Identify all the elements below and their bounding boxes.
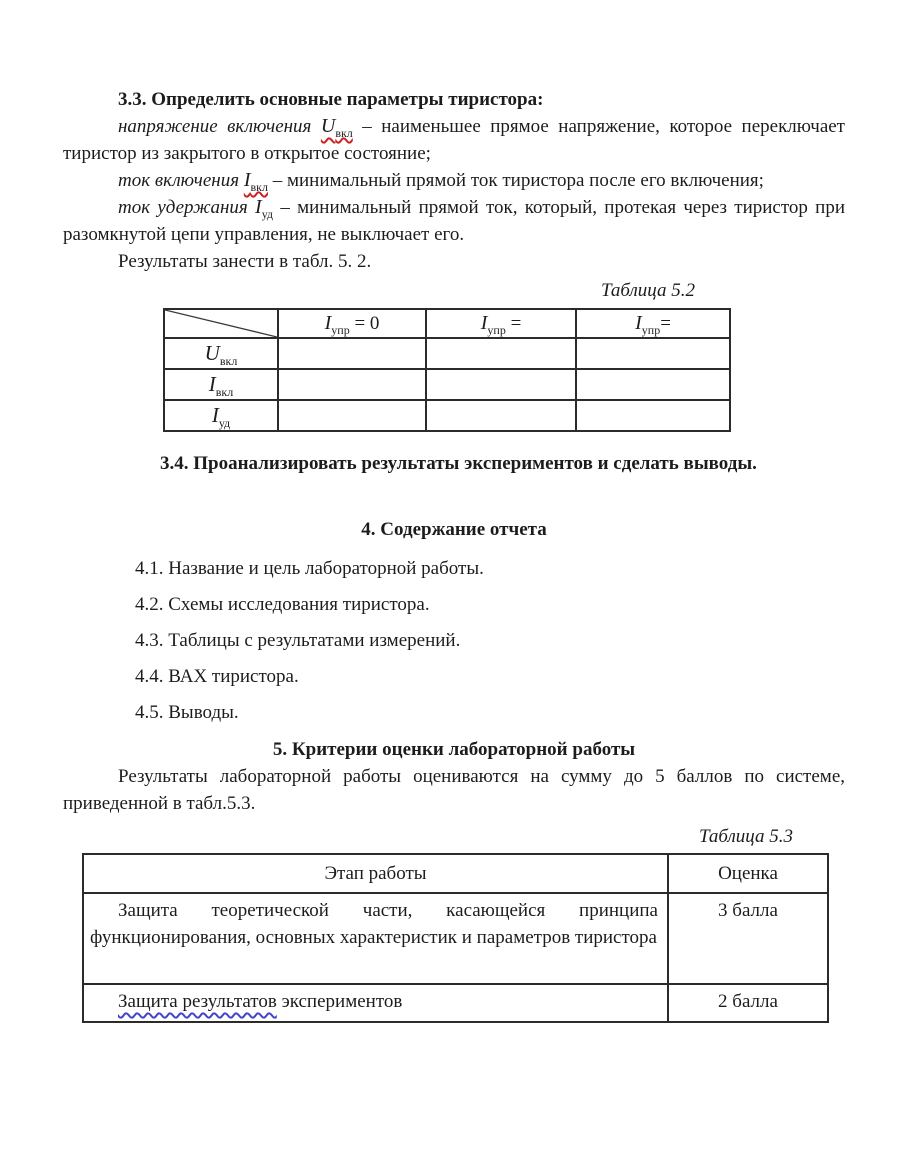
formula-i-on-spellcheck (243, 169, 268, 194)
header-iupr2-value: = (660, 313, 671, 334)
table-5-3-header-score: Оценка (668, 854, 828, 893)
header-iupr0-value: = 0 (349, 313, 380, 334)
row-label-i-on (164, 369, 278, 400)
report-item-4-5: 4.5. Выводы. (135, 702, 239, 723)
header-iupr1-subscript: упр (487, 322, 506, 337)
row-label-u-on (164, 338, 278, 369)
table-5-3-header-stage: Этап работы (83, 854, 668, 893)
formula-u-on-base: U (320, 115, 336, 137)
paragraph-current-on-text: – минимальный прямой ток тиристора после его включения; (267, 170, 764, 191)
section-5-heading: 5. Критерии оценки лабораторной работы (272, 739, 636, 760)
stage-theory-defense: Защита теоретической части, касающейся принципа функционирования, основных характеристик и параметров тиристора (83, 893, 668, 984)
table-5-2-empty-cell (426, 338, 576, 369)
table-5-2-corner-cell (164, 309, 278, 338)
row-label-i-hold-base: I (211, 402, 219, 427)
grammar-marked-text: Защита результатов (118, 991, 277, 1012)
header-iupr1-base: I (480, 312, 488, 334)
paragraph-voltage-on-text: – наименьшее прямое напряжение, которое переключает тиристор из закрытого в открытое состояние; (63, 116, 845, 164)
table-5-2-empty-cell (576, 400, 730, 431)
header-iupr0-subscript: упр (331, 322, 350, 337)
header-iupr2-subscript: упр (641, 322, 661, 337)
table-5-2-row-ivkl (164, 369, 730, 400)
table-5-2-empty-cell (278, 369, 426, 400)
formula-u-on-spellcheck (320, 115, 353, 140)
formula-i-hold-base: I (255, 196, 262, 218)
term-current-on: ток включения (118, 170, 244, 191)
paragraph-holding-current (63, 194, 845, 248)
table-5-2-header-row (164, 309, 730, 338)
row-label-i-hold-subscript: уд (218, 415, 231, 430)
table-5-2-empty-cell (278, 338, 426, 369)
formula-i-on-base: I (243, 169, 251, 191)
paragraph-current-on (63, 167, 845, 194)
formula-i-on-subscript: вкл (250, 179, 268, 194)
section-4-heading: 4. Содержание отчета (361, 519, 547, 540)
row-label-u-on-base: U (204, 340, 220, 365)
row-label-i-on-subscript: вкл (215, 384, 234, 399)
table-5-2-header-iupr-2 (576, 309, 730, 338)
section-3-4-heading: 3.4. Проанализировать результаты экспериментов и сделать выводы. (160, 453, 757, 474)
paragraph-holding-current-text: – минимальный прямой ток, который, протекая через тиристор при разомкнутой цепи управления, не выключает его. (63, 197, 845, 245)
term-voltage-on: напряжение включения (118, 116, 321, 137)
section-3-3-heading: 3.3. Определить основные параметры тиристора: (118, 89, 544, 110)
score-results-defense: 2 балла (668, 984, 828, 1022)
table-5-3-caption: Таблица 5.3 (699, 826, 793, 847)
table-5-3-row-theory (83, 893, 828, 984)
table-5-3 (82, 853, 829, 1023)
header-iupr0-base: I (324, 312, 332, 334)
report-item-4-1: 4.1. Название и цель лабораторной работы. (135, 558, 484, 579)
table-5-2-header-iupr-zero (278, 309, 426, 338)
header-iupr2-base: I (635, 312, 642, 334)
stage-results-defense (83, 984, 668, 1022)
section-5-paragraph: Результаты лабораторной работы оцениваются на сумму до 5 баллов по системе, приведенной в табл.5.3. (63, 766, 845, 814)
table-5-2-empty-cell (278, 400, 426, 431)
table-5-3-row-results (83, 984, 828, 1022)
term-holding-current: ток удержания (118, 197, 256, 218)
formula-i-hold-subscript: уд (261, 206, 274, 221)
table-5-2 (163, 308, 731, 432)
paragraph-results-note: Результаты занести в табл. 5. 2. (118, 251, 372, 272)
header-iupr1-value: = (505, 313, 522, 334)
row-label-i-on-base: I (208, 371, 216, 396)
table-5-2-empty-cell (426, 400, 576, 431)
report-item-4-4: 4.4. ВАХ тиристора. (135, 666, 299, 687)
table-5-2-caption: Таблица 5.2 (601, 280, 695, 301)
diagonal-line (165, 310, 277, 337)
row-label-i-hold (164, 400, 278, 431)
formula-i-hold (255, 196, 274, 221)
table-5-2-row-iud (164, 400, 730, 431)
table-5-2-empty-cell (576, 369, 730, 400)
report-item-4-3: 4.3. Таблицы с результатами измерений. (135, 630, 461, 651)
table-5-2-empty-cell (576, 338, 730, 369)
report-item-4-2: 4.2. Схемы исследования тиристора. (135, 594, 430, 615)
formula-u-on-subscript: вкл (335, 125, 353, 140)
table-5-2-row-uvkl (164, 338, 730, 369)
table-5-2-header-iupr-1 (426, 309, 576, 338)
table-5-3-header-row (83, 854, 828, 893)
stage-results-defense-rest: экспериментов (276, 991, 403, 1012)
row-label-u-on-subscript: вкл (219, 353, 238, 368)
paragraph-voltage-on (63, 113, 845, 167)
table-5-2-empty-cell (426, 369, 576, 400)
score-theory-defense: 3 балла (668, 893, 828, 984)
